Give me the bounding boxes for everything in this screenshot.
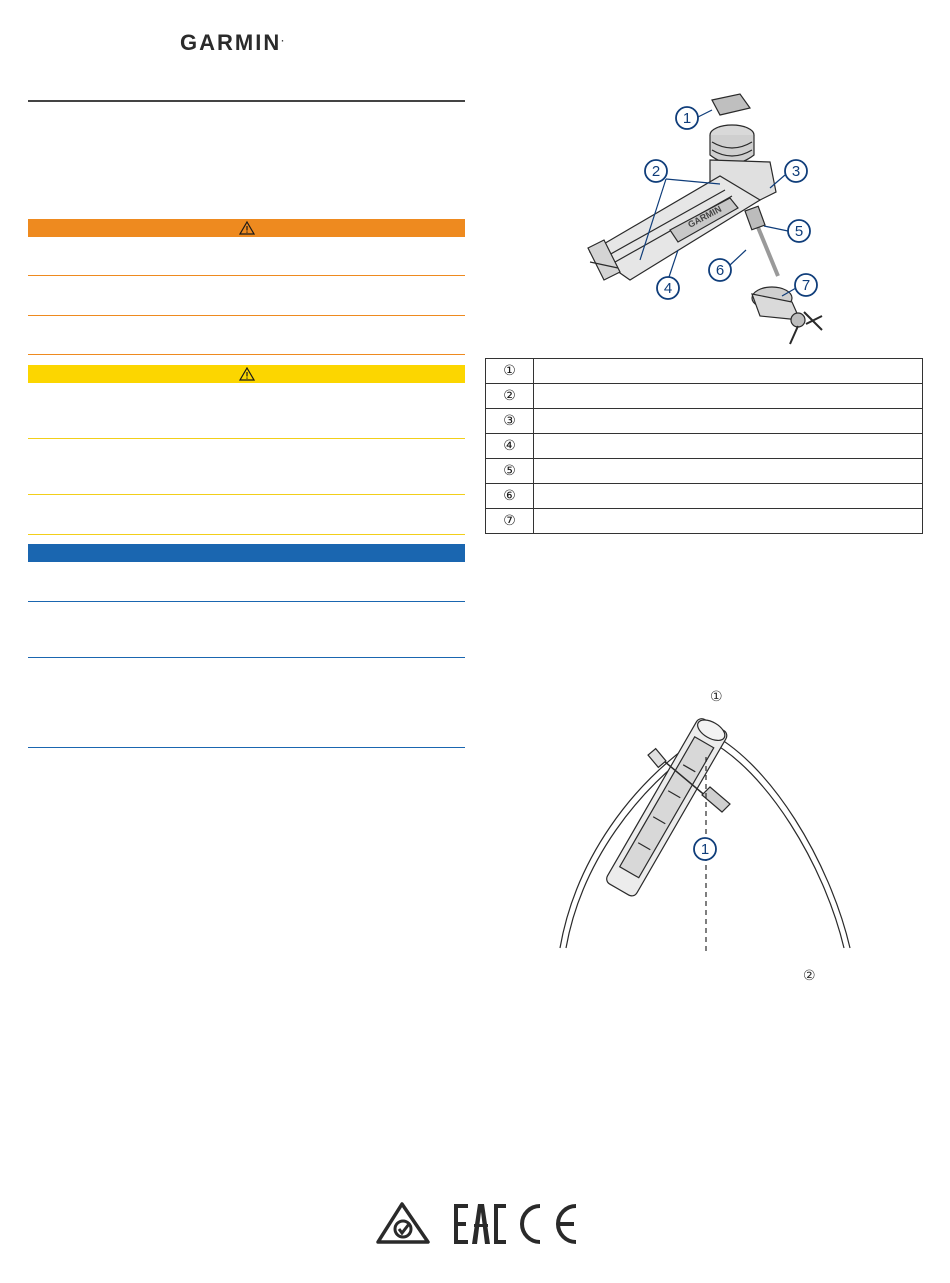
callout-2 — [645, 160, 667, 182]
callout-number: ⑤ — [486, 459, 534, 484]
callout-number: ⑦ — [486, 509, 534, 534]
warning-divider-2 — [28, 315, 465, 316]
svg-text:2: 2 — [651, 163, 661, 180]
callout-number: ④ — [486, 434, 534, 459]
garmin-logo: GARMIN. — [180, 30, 284, 55]
callout-number: ① — [486, 359, 534, 384]
callout-number: ③ — [486, 409, 534, 434]
callout-key-table — [485, 358, 923, 534]
callout-1 — [676, 107, 698, 129]
callout-3 — [785, 160, 807, 182]
table-row — [486, 359, 923, 384]
caution-bar — [28, 365, 465, 383]
svg-text:6: 6 — [715, 262, 725, 279]
warning-divider-3 — [28, 354, 465, 355]
table-row — [486, 409, 923, 434]
notice-divider-2 — [28, 657, 465, 658]
certification-marks — [372, 1198, 578, 1250]
warning-bar — [28, 219, 465, 237]
figure-callout-1 — [694, 838, 716, 860]
callout-description — [534, 409, 923, 434]
inline-callout-1: ① — [710, 689, 723, 705]
callout-5 — [788, 220, 810, 242]
stow-angle-diagram — [550, 712, 860, 957]
caution-divider-2 — [28, 494, 465, 495]
callout-description — [534, 484, 923, 509]
caution-divider-1 — [28, 438, 465, 439]
callout-7 — [795, 274, 817, 296]
header-rule — [28, 100, 465, 102]
eac-mark — [454, 1204, 506, 1244]
notice-bar — [28, 544, 465, 562]
rcm-mark — [378, 1204, 428, 1242]
callout-number: ② — [486, 384, 534, 409]
table-row — [486, 434, 923, 459]
svg-text:3: 3 — [791, 163, 801, 180]
table-row — [486, 459, 923, 484]
callout-description — [534, 434, 923, 459]
callout-description — [534, 384, 923, 409]
svg-text:1: 1 — [700, 841, 710, 858]
table-row — [486, 509, 923, 534]
device-brand-text: GARMIN — [686, 203, 724, 230]
table-row — [486, 484, 923, 509]
notice-divider-3 — [28, 747, 465, 748]
callout-description — [534, 359, 923, 384]
warning-triangle-icon — [239, 221, 255, 235]
notice-divider-1 — [28, 601, 465, 602]
trolling-motor-diagram — [560, 80, 860, 355]
ce-mark — [522, 1206, 576, 1242]
table-row — [486, 384, 923, 409]
caution-divider-3 — [28, 534, 465, 535]
caution-triangle-icon — [239, 367, 255, 381]
inline-callout-2: ② — [803, 968, 816, 984]
callout-6 — [709, 259, 731, 281]
svg-text:1: 1 — [682, 110, 692, 127]
callout-number: ⑥ — [486, 484, 534, 509]
callout-description — [534, 509, 923, 534]
callout-description — [534, 459, 923, 484]
callout-4 — [657, 277, 679, 299]
svg-text:7: 7 — [801, 277, 811, 294]
svg-text:4: 4 — [663, 280, 673, 297]
warning-divider-1 — [28, 275, 465, 276]
svg-text:5: 5 — [794, 223, 804, 240]
